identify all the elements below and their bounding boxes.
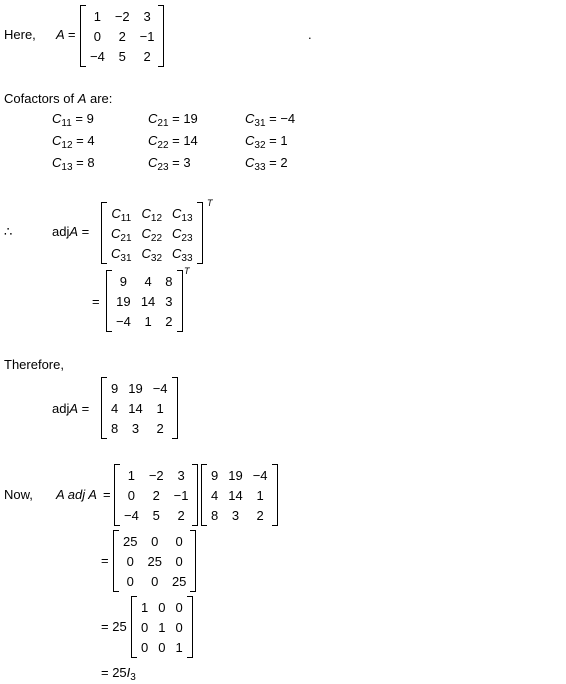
cofactor-entry: $C_{32} = 1$ <box>245 133 288 151</box>
matrix-cell: 8 <box>165 273 173 289</box>
here-label: Here, <box>4 27 36 42</box>
matrix-cell: 1 <box>93 8 102 24</box>
matrix-cell: 2 <box>165 313 173 329</box>
cofactor-entry: $C_{13} = 8$ <box>52 155 95 173</box>
matrix-cell: 1 <box>156 400 164 416</box>
matrix-A <box>80 5 164 67</box>
matrix-cell: 4 <box>211 487 219 503</box>
cofactor-entry: $C_{31} = -4$ <box>245 111 296 129</box>
matrix-cell: 0 <box>151 573 159 589</box>
matrix-cell: 3 <box>143 8 151 24</box>
matrix-cell: 25 <box>171 573 187 589</box>
matrix-cell: 0 <box>126 573 134 589</box>
adj-A-matrix <box>101 377 178 439</box>
adj-A-label: adjA = <box>52 401 90 416</box>
matrix-cell: −4 <box>124 507 139 523</box>
matrix-cell: 0 <box>126 553 134 569</box>
cofactor-entry: $C_{11} = 9$ <box>52 111 94 129</box>
cofactor-entry: $C_{21} = 19$ <box>148 111 198 129</box>
now-label: Now, <box>4 487 33 502</box>
matrix-cell: 8 <box>111 420 119 436</box>
matrix-cell: 19 <box>228 467 243 483</box>
matrix-cell: 8 <box>211 507 219 523</box>
matrix-cell: 2 <box>177 507 185 523</box>
stray-dot: . <box>308 27 312 42</box>
matrix-cell: $C_{33}$ <box>172 245 193 264</box>
equals-sign: = <box>103 487 111 502</box>
A-adj-A-label: A adj A <box>56 487 97 502</box>
matrix-cell: 0 <box>151 533 159 549</box>
matrix-cell: 25 <box>123 533 138 549</box>
matrix-cell: 0 <box>127 487 136 503</box>
matrix-cell: 2 <box>118 28 126 44</box>
matrix-cell: 4 <box>144 273 152 289</box>
matrix-cell: $C_{31}$ <box>111 245 132 264</box>
adj-A-label: adjA = <box>52 224 90 239</box>
matrix-cell: 9 <box>111 380 119 396</box>
matrix-cell: 14 <box>128 400 143 416</box>
matrix-cell: 3 <box>165 293 173 309</box>
matrix-cell: 0 <box>158 639 166 655</box>
cofactors-heading: Cofactors of A are: <box>4 91 113 106</box>
matrix-cell: −1 <box>173 487 189 503</box>
matrix-cell: 19 <box>128 380 143 396</box>
cofactor-entry: $C_{33} = 2$ <box>245 155 288 173</box>
matrix-cell: 0 <box>175 599 183 615</box>
matrix-cell: 5 <box>118 48 126 64</box>
matrix-cell: $C_{23}$ <box>172 225 193 244</box>
matrix-cell: 3 <box>177 467 185 483</box>
matrix-cell: 1 <box>141 599 149 615</box>
product-matrix-A <box>114 464 198 526</box>
matrix-cell: $C_{32}$ <box>141 245 163 264</box>
matrix-cell: 2 <box>152 487 160 503</box>
matrix-cell: 1 <box>256 487 264 503</box>
matrix-cell: 2 <box>143 48 151 64</box>
matrix-cell: −4 <box>152 380 168 396</box>
matrix-cell: 14 <box>228 487 243 503</box>
matrix-cell: 9 <box>211 467 219 483</box>
equals-sign: = <box>101 553 109 568</box>
matrix-cell: 3 <box>131 420 140 436</box>
matrix-cell: 1 <box>175 639 183 655</box>
matrix-cell: 1 <box>144 313 152 329</box>
matrix-A-label: A = <box>56 27 76 42</box>
matrix-cell: 0 <box>175 619 183 635</box>
matrix-cell: 1 <box>158 619 166 635</box>
cofactor-values-matrix <box>106 270 183 332</box>
matrix-cell: $C_{12}$ <box>141 205 163 224</box>
matrix-cell: 25 <box>147 553 162 569</box>
matrix-cell: −2 <box>148 467 164 483</box>
product-result-matrix <box>113 530 196 592</box>
matrix-cell: 9 <box>119 273 128 289</box>
transpose-mark: T <box>184 266 190 276</box>
cofactor-entry: $C_{22} = 14$ <box>148 133 198 151</box>
matrix-cell: −4 <box>116 313 131 329</box>
matrix-cell: 0 <box>158 599 166 615</box>
matrix-cell: $C_{22}$ <box>141 225 163 244</box>
matrix-cell: 3 <box>231 507 240 523</box>
matrix-cell: 2 <box>156 420 164 436</box>
matrix-cell: 4 <box>111 400 119 416</box>
therefore-label: Therefore, <box>4 357 64 372</box>
matrix-cell: −4 <box>252 467 268 483</box>
final-result: = $25I_3$ <box>101 665 136 683</box>
matrix-cell: −4 <box>90 48 105 64</box>
matrix-cell: 1 <box>127 467 136 483</box>
cofactor-entry: $C_{12} = 4$ <box>52 133 95 151</box>
matrix-cell: 0 <box>175 553 183 569</box>
matrix-cell: $C_{13}$ <box>172 205 193 224</box>
matrix-cell: $C_{11}$ <box>111 205 132 224</box>
matrix-cell: 19 <box>116 293 131 309</box>
scalar-equals: = 25 <box>101 619 127 634</box>
equals-sign: = <box>92 294 100 309</box>
matrix-cell: 0 <box>141 639 149 655</box>
therefore-symbol: ∴ <box>4 224 13 239</box>
matrix-cell: 5 <box>152 507 160 523</box>
transpose-mark: T <box>207 198 213 208</box>
matrix-cell: $C_{21}$ <box>111 225 132 244</box>
identity-matrix <box>131 596 193 658</box>
matrix-cell: −1 <box>139 28 155 44</box>
cofactor-matrix <box>101 202 203 264</box>
matrix-cell: 14 <box>140 293 156 309</box>
matrix-cell: 2 <box>256 507 264 523</box>
cofactor-entry: $C_{23} = 3$ <box>148 155 191 173</box>
matrix-cell: 0 <box>141 619 149 635</box>
matrix-cell: 0 <box>93 28 102 44</box>
product-matrix-adj <box>201 464 278 526</box>
matrix-cell: 0 <box>175 533 183 549</box>
matrix-cell: −2 <box>114 8 130 24</box>
